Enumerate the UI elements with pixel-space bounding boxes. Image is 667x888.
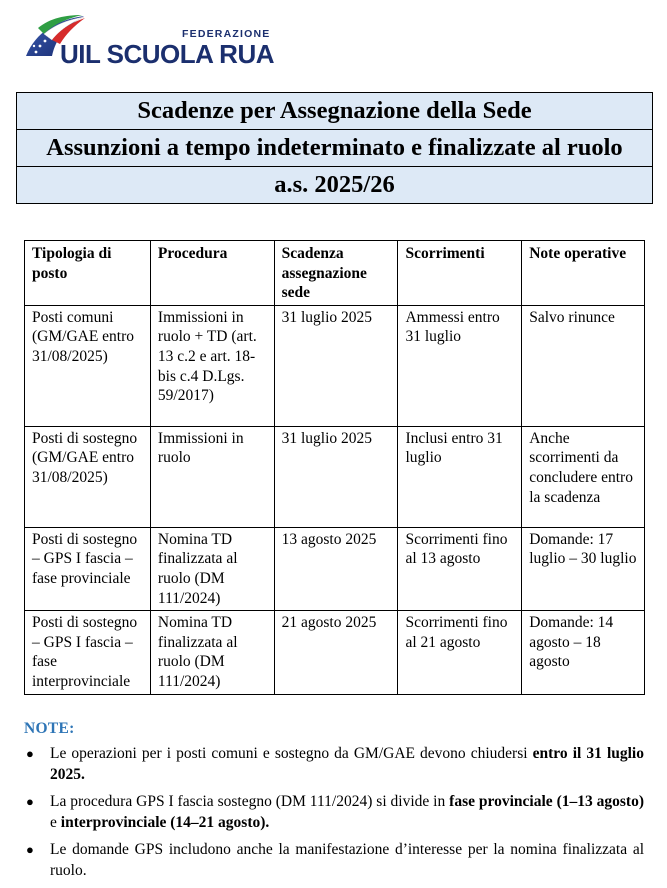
cell-procedura: Nomina TD finalizzata al ruolo (DM 111/2024) [150, 527, 274, 610]
header-procedura: Procedura [150, 241, 274, 306]
cell-note: Anche scorrimenti da concludere entro la scadenza [522, 426, 645, 527]
logo-brand-name: UIL SCUOLA RUA [60, 39, 274, 69]
note-bold: entro il 31 luglio 2025. [50, 745, 644, 783]
note-text-mid: e [50, 814, 61, 831]
note-bold-2: interprovinciale (14–21 agosto). [60, 814, 270, 831]
deadlines-table [24, 240, 645, 695]
cell-procedura: Nomina TD finalizzata al ruolo (DM 111/2024) [150, 611, 274, 694]
header-tipologia: Tipologia di posto [25, 241, 151, 306]
cell-note: Salvo rinunce [522, 305, 645, 426]
notes-section [24, 720, 644, 887]
cell-scorrimenti: Ammessi entro 31 luglio [398, 305, 522, 426]
note-text: Le domande GPS includono anche la manifestazione d’interesse per la nomina finalizzata al ruolo. [50, 841, 644, 879]
title-box [16, 92, 653, 204]
bullet-icon: ● [26, 794, 34, 809]
cell-tipologia: Posti di sostegno – GPS I fascia – fase interprovinciale [25, 611, 151, 694]
cell-scadenza: 21 agosto 2025 [274, 611, 398, 694]
header-note-operative: Note operative [522, 241, 645, 306]
notes-list [24, 743, 644, 881]
cell-scadenza: 13 agosto 2025 [274, 527, 398, 610]
cell-tipologia: Posti comuni (GM/GAE entro 31/08/2025) [25, 305, 151, 426]
uil-scuola-logo [22, 12, 274, 69]
cell-scadenza: 31 luglio 2025 [274, 426, 398, 527]
list-item [24, 791, 644, 833]
cell-scorrimenti: Scorrimenti fino al 21 agosto [398, 611, 522, 694]
header-scadenza: Scadenza assegnazione sede [274, 241, 398, 306]
logo-federazione: FEDERAZIONE [182, 28, 271, 40]
table-row [25, 611, 645, 694]
header-scorrimenti: Scorrimenti [398, 241, 522, 306]
cell-tipologia: Posti di sostegno (GM/GAE entro 31/08/2025) [25, 426, 151, 527]
note-bold: fase provinciale (1–13 agosto) [449, 793, 644, 810]
title-line-3: a.s. 2025/26 [17, 167, 652, 203]
title-line-2: Assunzioni a tempo indeterminato e finalizzate al ruolo [17, 130, 652, 167]
table-row [25, 305, 645, 426]
note-text: Le operazioni per i posti comuni e sostegno da GM/GAE devono chiudersi [50, 745, 533, 762]
cell-scadenza: 31 luglio 2025 [274, 305, 398, 426]
bullet-icon: ● [26, 842, 34, 857]
cell-note: Domande: 14 agosto – 18 agosto [522, 611, 645, 694]
cell-procedura: Immissioni in ruolo + TD (art. 13 c.2 e art. 18-bis c.4 D.Lgs. 59/2017) [150, 305, 274, 426]
table-row [25, 527, 645, 610]
list-item [24, 839, 644, 881]
cell-tipologia: Posti di sostegno – GPS I fascia – fase provinciale [25, 527, 151, 610]
cell-scorrimenti: Inclusi entro 31 luglio [398, 426, 522, 527]
table-row [25, 426, 645, 527]
notes-title: NOTE: [24, 720, 75, 737]
bullet-icon: ● [26, 746, 34, 761]
table-header-row [25, 241, 645, 306]
title-line-1: Scadenze per Assegnazione della Sede [17, 93, 652, 130]
list-item [24, 743, 644, 785]
note-text: La procedura GPS I fascia sostegno (DM 111/2024) si divide in [50, 793, 450, 810]
cell-note: Domande: 17 luglio – 30 luglio [522, 527, 645, 610]
cell-scorrimenti: Scorrimenti fino al 13 agosto [398, 527, 522, 610]
cell-procedura: Immissioni in ruolo [150, 426, 274, 527]
